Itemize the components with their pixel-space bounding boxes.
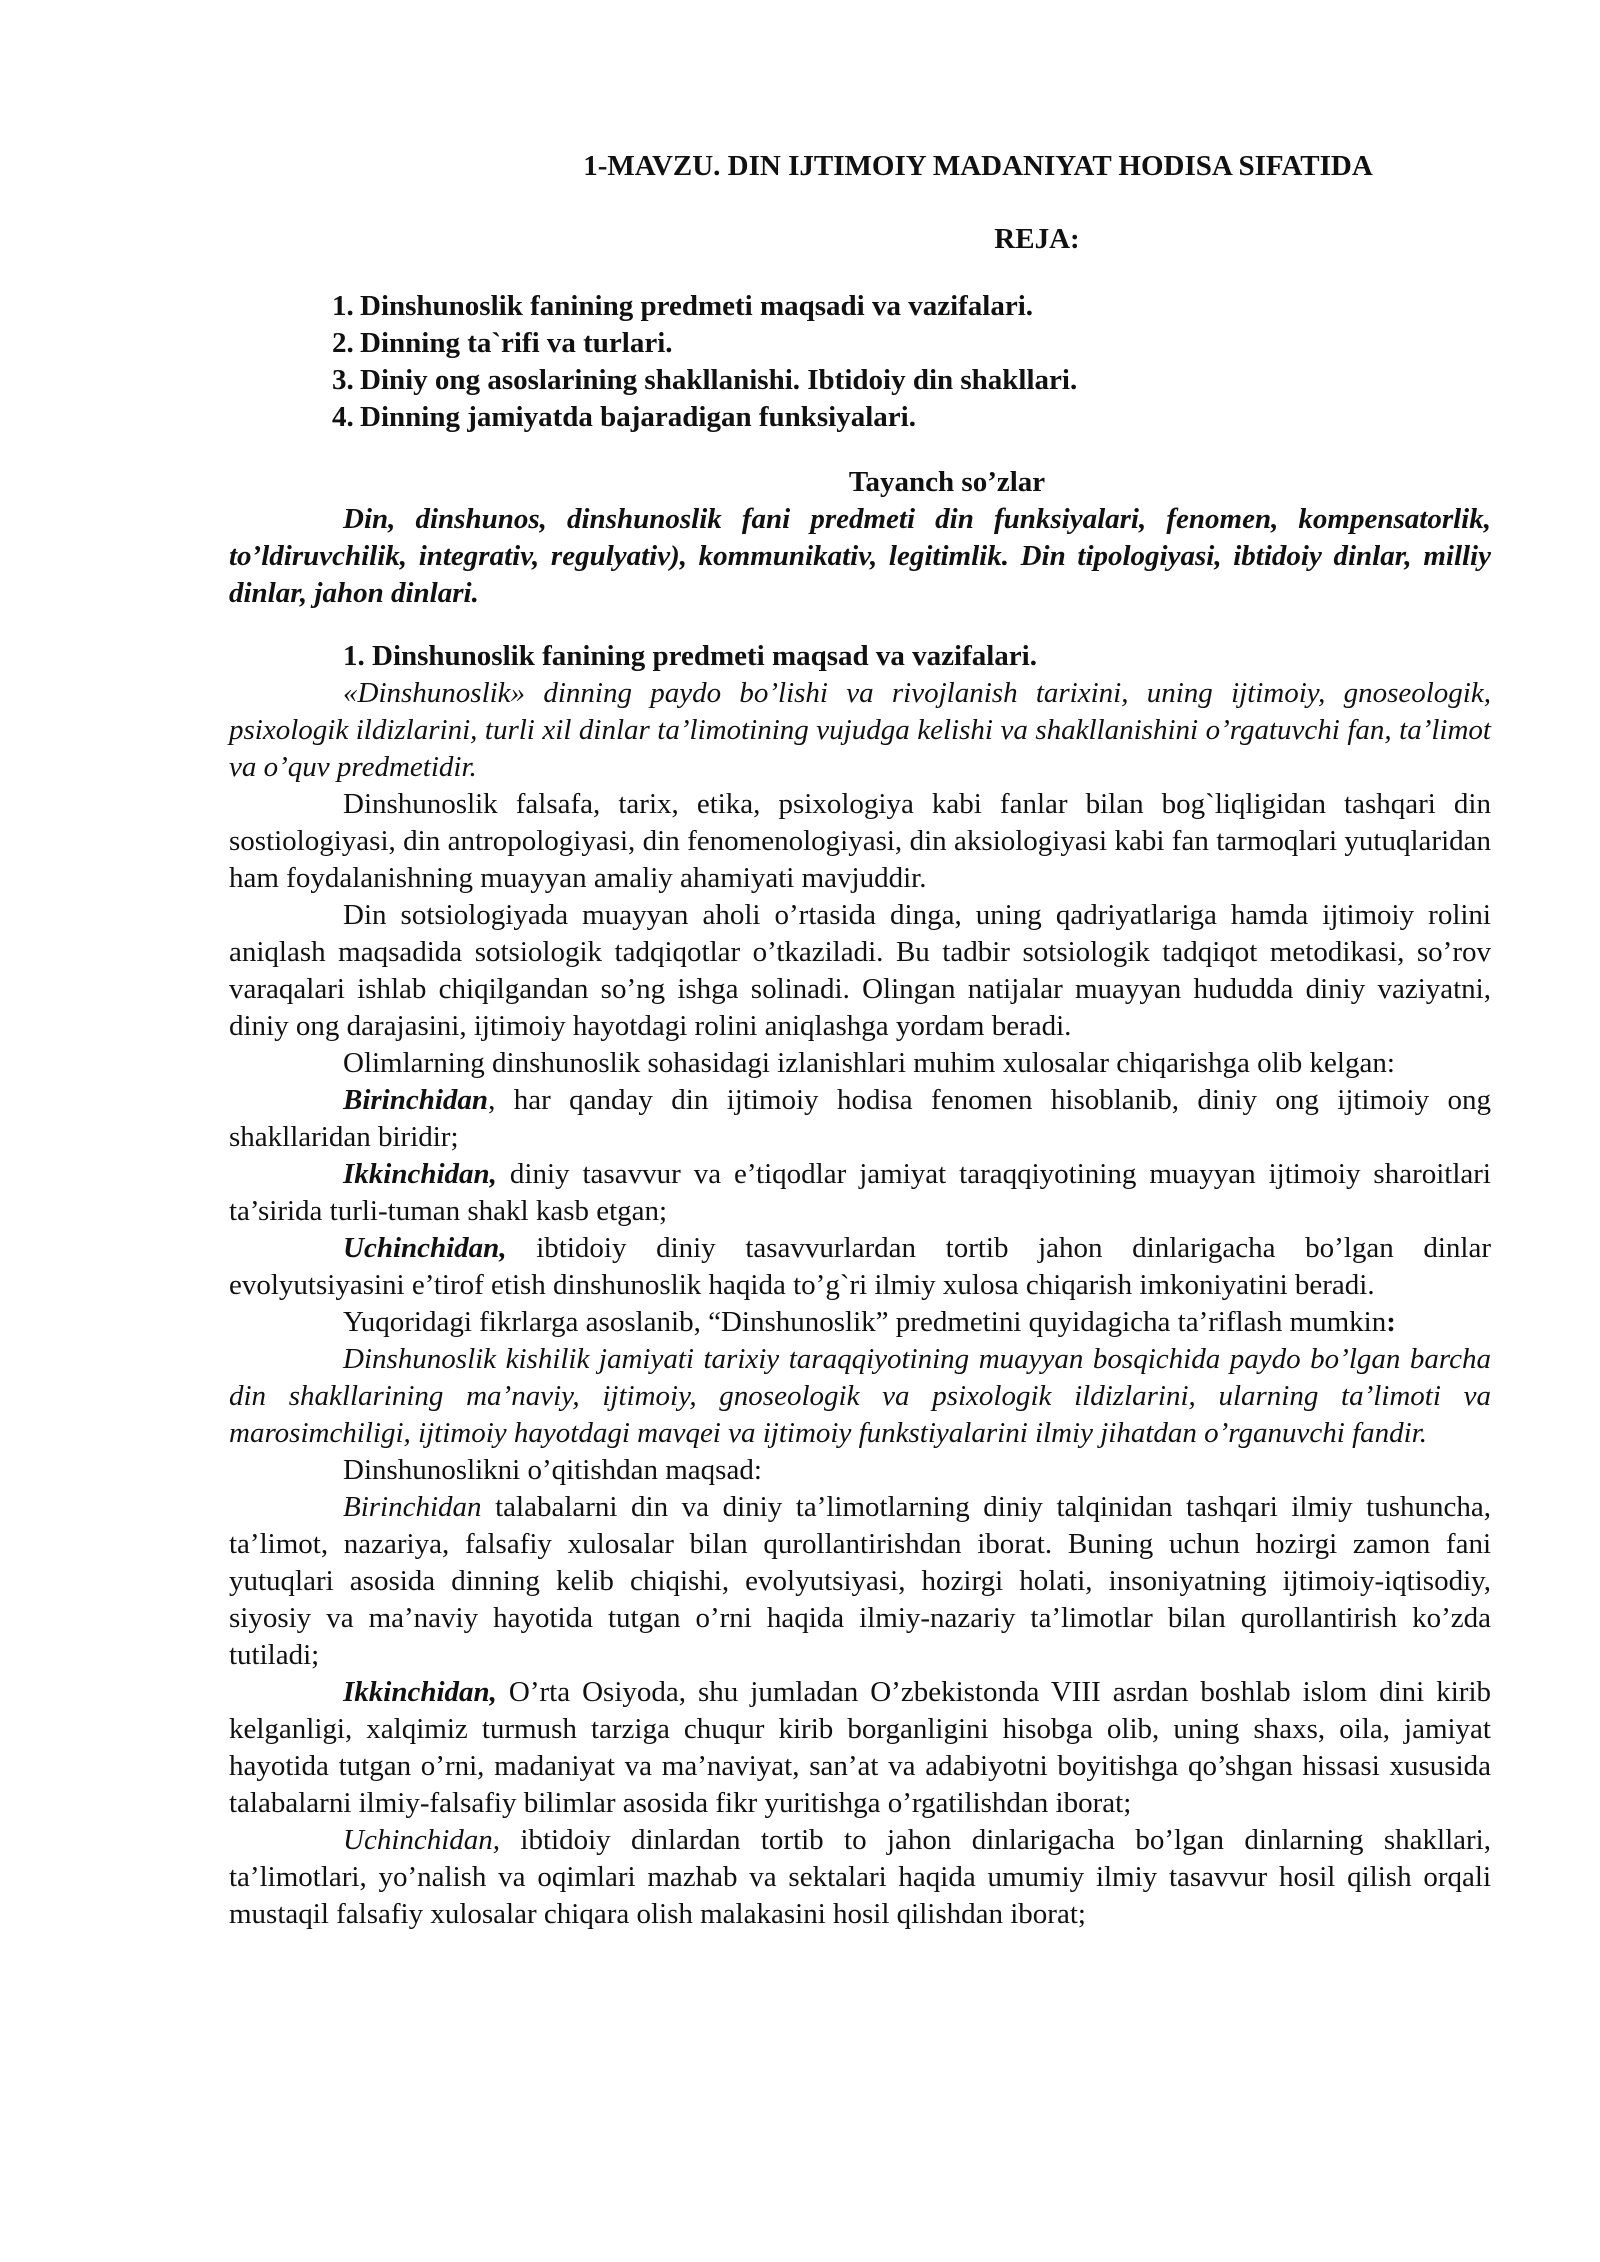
paragraph-lead: Ikkinchidan, bbox=[343, 1676, 497, 1708]
definition-paragraph: Dinshunoslik kishilik jamiyati tarixiy taraqqiyotining muayyan bosqichida paydo bo’lgan barcha din shakllarining ma’naviy, ijtimoiy, gnoseologik va psixologik ildizlarini, ularning ta’limoti va marosimchiligi, ijtimoiy hayotdagi mavqei va ijtimoiy funkstiyalarini ilmiy jihatdan o’rganuvchi fandir. bbox=[229, 1343, 1491, 1449]
plan-item-number: 3. bbox=[332, 364, 354, 396]
plan-item bbox=[332, 362, 1491, 399]
keywords-heading: Tayanch so’zlar bbox=[848, 466, 1046, 498]
body-paragraph bbox=[229, 1822, 1491, 1933]
paragraph-text: talabalarni din va diniy ta’limotlarning diniy talqinidan tashqari ilmiy tushuncha, ta’limot, nazariya, falsafiy xulosalar bilan qurollantirishdan iborat. Buning uchun hozirgi zamon fani yutuqlari asosida dinning kelib chiqishi, evolyutsiyasi, hozirgi holati, insoniyatning ijtimoiy-iqtisodiy, siyosiy va ma’naviy hayotida tutgan o’rni haqida ilmiy-nazariy ta’limotlar bilan qurollantirish ko’zda tutiladi; bbox=[229, 1491, 1491, 1671]
plan-item-text: Dinning jamiyatda bajaradigan funksiyalari. bbox=[360, 401, 916, 433]
plan-item-text: Diniy ong asoslarining shakllanishi. Ibtidoiy din shakllari. bbox=[360, 364, 1078, 396]
keywords-paragraph: Din, dinshunos, dinshunoslik fani predmeti din funksiyalari, fenomen, kompensatorlik, to’ldiruvchilik, integrativ, regulyativ), kommunikativ, legitimlik. Din tipologiyasi, ibtidoiy dinlar, milliy dinlar, jahon dinlari. bbox=[229, 503, 1491, 609]
body-paragraph: Dinshunoslik falsafa, tarix, etika, psixologiya kabi fanlar bilan bog`liqligidan tashqari din sostiologiyasi, din antropologiyasi, din fenomenologiyasi, din aksiologiyasi kabi fan tarmoqlari yutuqlaridan ham foydalanishning muayyan amaliy ahamiyati mavjuddir. bbox=[229, 788, 1491, 894]
paragraph-text: diniy tasavvur va e’tiqodlar jamiyat taraqqiyotining muayyan ijtimoiy sharoitlari ta’sirida turli-tuman shakl kasb etgan; bbox=[229, 1158, 1491, 1227]
plan-list bbox=[229, 288, 1491, 436]
document-body bbox=[229, 148, 1491, 1933]
body-paragraph bbox=[229, 1230, 1491, 1304]
plan-item-number: 2. bbox=[332, 327, 354, 359]
body-paragraph bbox=[229, 1304, 1491, 1341]
plan-item-number: 1. bbox=[332, 290, 354, 322]
paragraph-text: , har qanday din ijtimoiy hodisa fenomen hisoblanib, diniy ong ijtimoiy ong shakllaridan biridir; bbox=[229, 1084, 1491, 1153]
body-paragraph: Din sotsiologiyada muayyan aholi o’rtasida dinga, uning qadriyatlariga hamda ijtimoiy rolini aniqlash maqsadida sotsiologik tadqiqotlar o’tkaziladi. Bu tadbir sotsiologik tadqiqot metodikasi, so’rov varaqalari ishlab chiqilgandan so’ng ishga solinadi. Olingan natijalar muayyan hududda diniy vaziyatni, diniy ong darajasini, ijtimoiy hayotdagi rolini aniqlashga yordam beradi. bbox=[229, 899, 1491, 1042]
paragraph-lead: Birinchidan bbox=[343, 1084, 489, 1116]
topic-title: 1-MAVZU. DIN IJTIMOIY MADANIYAT HODISA SIFATIDA bbox=[583, 150, 1373, 182]
body-paragraph bbox=[229, 1156, 1491, 1230]
paragraph-text: Yuqoridagi fikrlarga asoslanib, “Dinshunoslik” predmetini quyidagicha ta’riflash mumkin bbox=[343, 1306, 1387, 1338]
plan-item bbox=[332, 288, 1491, 325]
definition-paragraph: «Dinshunoslik» dinning paydo bo’lishi va rivojlanish tarixini, uning ijtimoiy, gnoseologik, psixologik ildizlarini, turli xil dinlar ta’limotining vujudga kelishi va shakllanishini o’rgatuvchi fan, ta’limot va o’quv predmetidir. bbox=[229, 677, 1491, 783]
body-paragraph: Dinshunoslikni o’qitishdan maqsad: bbox=[343, 1454, 762, 1486]
paragraph-text: O’rta Osiyoda, shu jumladan O’zbekistonda VIII asrdan boshlab islom dini kirib kelganligi, xalqimiz turmush tarziga chuqur kirib borganligini hisobga olib, uning shaxs, oila, jamiyat hayotida tutgan o’rni, madaniyat va ma’naviyat, san’at va adabiyotni boyitishga qo’shgan hissasi xususida talabalarni ilmiy-falsafiy bilimlar asosida fikr yuritishga o’rgatilishdan iborat; bbox=[229, 1676, 1491, 1819]
paragraph-lead: Birinchidan bbox=[343, 1491, 482, 1523]
paragraph-text: ibtidoiy diniy tasavvurlardan tortib jahon dinlarigacha bo’lgan dinlar evolyutsiyasini e’tirof etish dinshunoslik haqida to’g`ri ilmiy xulosa chiqarish imkoniyatini beradi. bbox=[229, 1232, 1491, 1301]
plan-item bbox=[332, 325, 1491, 362]
body-paragraph bbox=[229, 1674, 1491, 1822]
body-paragraph: Olimlarning dinshunoslik sohasidagi izlanishlari muhim xulosalar chiqarishga olib kelgan: bbox=[343, 1047, 1395, 1079]
plan-item-text: Dinning ta`rifi va turlari. bbox=[360, 327, 673, 359]
plan-item bbox=[332, 399, 1491, 436]
plan-item-number: 4. bbox=[332, 401, 354, 433]
section-1-heading: 1. Dinshunoslik fanining predmeti maqsad va vazifalari. bbox=[343, 640, 1037, 672]
body-paragraph bbox=[229, 1489, 1491, 1674]
paragraph-lead: Uchinchidan, bbox=[343, 1232, 507, 1264]
paragraph-text: ibtidoiy dinlardan tortib to jahon dinlarigacha bo’lgan dinlarning shakllari, ta’limotlari, yo’nalish va oqimlari mazhab va sektalari haqida umumiy ilmiy tasavvur hosil qilish orqali mustaqil falsafiy xulosalar chiqara olish malakasini hosil qilishdan iborat; bbox=[229, 1824, 1491, 1930]
paragraph-colon: : bbox=[1386, 1306, 1396, 1338]
paragraph-lead: Ikkinchidan, bbox=[343, 1158, 497, 1190]
paragraph-lead: Uchinchidan, bbox=[343, 1824, 501, 1856]
plan-item-text: Dinshunoslik fanining predmeti maqsadi va vazifalari. bbox=[360, 290, 1034, 322]
body-paragraph bbox=[229, 1082, 1491, 1156]
plan-heading: REJA: bbox=[994, 223, 1080, 255]
